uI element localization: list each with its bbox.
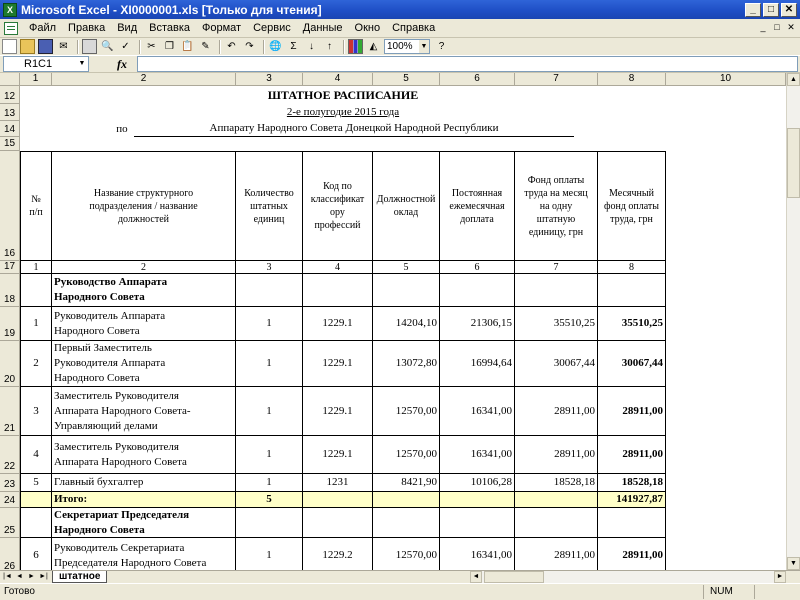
cell-reference: R1C1 [24, 58, 53, 70]
print-preview-icon[interactable]: 🔍 [101, 41, 114, 52]
table-cell: 3 [20, 387, 52, 436]
section-row-cell: Секретариат Председателя Народного Совета [52, 508, 236, 538]
table-cell: Заместитель Руководителя Аппарата Народного Совета- Управляющий делами [52, 387, 236, 436]
total-row-cell [440, 492, 515, 508]
open-folder-icon[interactable] [20, 39, 35, 54]
row-header[interactable]: 14 [0, 121, 20, 137]
table-cell: 1 [236, 387, 303, 436]
column-header[interactable]: 4 [303, 73, 373, 86]
doc-restore-button[interactable]: □ [774, 22, 780, 32]
table-cell: 1 [236, 436, 303, 474]
column-header[interactable]: 2 [52, 73, 236, 86]
row-header[interactable]: 23 [0, 474, 20, 492]
chevron-down-icon[interactable]: ▼ [419, 40, 429, 53]
table-cell: 18528,18 [598, 474, 666, 492]
header-salary: Должностной оклад [373, 151, 440, 261]
column-header[interactable]: 6 [440, 73, 515, 86]
table-cell: 1231 [303, 474, 373, 492]
table-cell: Руководитель Аппарата Народного Совета [52, 307, 236, 341]
menu-insert[interactable]: Вставка [149, 22, 191, 34]
table-cell: Заместитель Руководителя Аппарата Народного Совета [52, 436, 236, 474]
redo-icon[interactable]: ↷ [245, 41, 254, 52]
sheet-period: 2-е полугодие 2015 года [286, 106, 400, 118]
toolbar-separator [219, 40, 221, 54]
column-header[interactable]: 3 [236, 73, 303, 86]
status-panel [754, 585, 800, 599]
table-cell: 28911,00 [515, 538, 598, 570]
total-row-cell [303, 492, 373, 508]
column-header[interactable]: 5 [373, 73, 440, 86]
table-cell: 1229.1 [303, 387, 373, 436]
table-cell: Руководитель Секретариата Председателя Народного Совета [52, 538, 236, 570]
column-number-cell: 2 [52, 261, 236, 274]
table-cell: 10106,28 [440, 474, 515, 492]
section-row-cell [236, 274, 303, 307]
formula-input[interactable] [137, 56, 798, 72]
section-row-cell: Руководство Аппарата Народного Совета [52, 274, 236, 307]
sheet-tab[interactable]: штатное [52, 571, 107, 583]
select-all-corner[interactable] [0, 73, 20, 86]
total-row-cell: 5 [236, 492, 303, 508]
window-title: Microsoft Excel - XI0000001.xls [Только для чтения] [21, 2, 322, 17]
table-cell: 16341,00 [440, 538, 515, 570]
doc-minimize-button[interactable]: _ [760, 22, 766, 32]
table-cell: 2 [20, 341, 52, 387]
menu-edit[interactable]: Правка [68, 22, 106, 34]
total-row-cell [20, 492, 52, 508]
section-row-cell [515, 508, 598, 538]
column-number-cell: 4 [303, 261, 373, 274]
table-cell: 1 [20, 307, 52, 341]
table-cell: 1229.1 [303, 307, 373, 341]
section-row-cell [515, 274, 598, 307]
formula-bar [0, 55, 800, 73]
section-row-cell [20, 274, 52, 307]
function-icon[interactable]: fx [117, 56, 127, 71]
horizontal-scrollbar[interactable] [470, 571, 786, 583]
menu-help[interactable]: Справка [392, 22, 436, 34]
scroll-left-icon[interactable]: ◄ [470, 571, 482, 583]
department-prefix: по [116, 122, 128, 135]
cut-icon[interactable]: ✂ [147, 41, 156, 52]
menu-bar [0, 19, 800, 38]
column-number-cell: 1 [20, 261, 52, 274]
section-row-cell [598, 274, 666, 307]
row-header[interactable]: 18 [0, 274, 20, 307]
undo-icon[interactable]: ↶ [227, 41, 236, 52]
table-cell: 30067,44 [598, 341, 666, 387]
hyperlink-icon[interactable]: 🌐 [269, 41, 282, 52]
paste-icon[interactable]: 📋 [181, 41, 194, 52]
section-row-cell [236, 508, 303, 538]
header-name: Название структурного подразделения / название должностей [52, 151, 236, 261]
section-row-cell [440, 274, 515, 307]
row-header[interactable]: 17 [0, 261, 20, 274]
header-monthly-fund: Месячный фонд оплаты труда, грн [598, 151, 666, 261]
menu-format[interactable]: Формат [202, 22, 242, 34]
row-header[interactable]: 22 [0, 436, 20, 474]
table-cell: 14204,10 [373, 307, 440, 341]
row-header[interactable]: 21 [0, 387, 20, 436]
toolbar-separator [343, 40, 345, 54]
new-document-icon[interactable] [2, 39, 17, 54]
menu-tools[interactable]: Сервис [253, 22, 291, 34]
row-header[interactable]: 19 [0, 307, 20, 341]
table-cell: 16994,64 [440, 341, 515, 387]
toolbar-separator [77, 40, 79, 54]
chart-wizard-icon[interactable] [348, 39, 363, 54]
previous-sheet-icon[interactable]: ◄ [16, 573, 23, 580]
table-cell: 28911,00 [598, 387, 666, 436]
header-unit-fund: Фонд оплаты труда на месяц на одну штатную единицу, грн [515, 151, 598, 261]
save-icon[interactable] [38, 39, 53, 54]
table-cell: 1 [236, 307, 303, 341]
standard-toolbar [0, 38, 800, 55]
table-cell: 6 [20, 538, 52, 570]
minimize-button[interactable]: _ [745, 3, 761, 17]
zoom-dropdown[interactable] [384, 39, 430, 54]
num-lock-indicator: NUM [703, 585, 743, 599]
header-number: № п/п [20, 151, 52, 261]
print-icon[interactable] [82, 39, 97, 54]
table-cell: 8421,90 [373, 474, 440, 492]
column-number-cell: 6 [440, 261, 515, 274]
column-number-cell: 8 [598, 261, 666, 274]
sort-ascending-icon[interactable]: ↓ [309, 41, 314, 52]
column-header[interactable]: 8 [598, 73, 666, 86]
department-name: Аппарату Народного Совета Донецкой Народной Республики [134, 121, 574, 137]
drawing-icon[interactable]: ◭ [369, 41, 378, 52]
toolbar-separator [263, 40, 265, 54]
maximize-button[interactable]: □ [763, 3, 779, 17]
scroll-up-icon[interactable]: ▲ [787, 73, 800, 86]
scroll-right-icon[interactable]: ► [774, 571, 786, 583]
section-row-cell [373, 274, 440, 307]
row-header[interactable]: 13 [0, 104, 20, 121]
menu-view[interactable]: Вид [117, 22, 138, 34]
section-row-cell [373, 508, 440, 538]
row-header[interactable]: 26 [0, 538, 20, 570]
name-box[interactable] [3, 56, 89, 72]
header-profession-code: Код по классификат ору профессий [303, 151, 373, 261]
vertical-scrollbar[interactable] [786, 73, 800, 570]
table-cell: 16341,00 [440, 387, 515, 436]
first-sheet-icon[interactable]: |◄ [3, 573, 12, 580]
table-cell: 1229.1 [303, 341, 373, 387]
table-cell: 13072,80 [373, 341, 440, 387]
table-cell: 12570,00 [373, 387, 440, 436]
permission-icon[interactable]: ✉ [59, 41, 68, 52]
status-bar [0, 583, 800, 600]
table-cell: 28911,00 [515, 436, 598, 474]
status-text: Готово [4, 586, 35, 597]
menu-window[interactable]: Окно [354, 22, 381, 34]
total-row-cell: 141927,87 [598, 492, 666, 508]
total-row-cell: Итого: [52, 492, 236, 508]
row-header[interactable]: 15 [0, 137, 20, 151]
column-number-cell: 7 [515, 261, 598, 274]
table-cell: 28911,00 [598, 538, 666, 570]
total-row-cell [515, 492, 598, 508]
sort-descending-icon[interactable]: ↑ [327, 41, 332, 52]
horizontal-scroll-thumb[interactable] [484, 571, 544, 583]
title-bar [0, 0, 800, 19]
total-row-cell [373, 492, 440, 508]
header-monthly-bonus: Постоянная ежемесячная доплата [440, 151, 515, 261]
table-cell: Первый Заместитель Руководителя Аппарата Народного Совета [52, 341, 236, 387]
table-cell: Главный бухгалтер [52, 474, 236, 492]
autosum-icon[interactable]: Σ [290, 41, 297, 52]
table-cell: 21306,15 [440, 307, 515, 341]
table-cell: 1 [236, 474, 303, 492]
table-cell: 1229.1 [303, 436, 373, 474]
table-cell: 5 [20, 474, 52, 492]
column-header[interactable]: 10 [666, 73, 786, 86]
section-row-cell [303, 508, 373, 538]
section-row-cell [20, 508, 52, 538]
table-cell: 12570,00 [373, 436, 440, 474]
table-cell: 35510,25 [598, 307, 666, 341]
sheet-tab-bar [0, 570, 800, 583]
table-cell: 30067,44 [515, 341, 598, 387]
row-header[interactable]: 20 [0, 341, 20, 387]
format-painter-icon[interactable]: ✎ [201, 41, 210, 52]
scroll-down-icon[interactable]: ▼ [787, 557, 800, 570]
table-cell: 1229.2 [303, 538, 373, 570]
close-button[interactable]: ✕ [781, 3, 797, 17]
workbook-icon[interactable] [4, 22, 18, 35]
row-header[interactable]: 16 [0, 151, 20, 261]
chevron-down-icon[interactable]: ▼ [78, 60, 86, 67]
last-sheet-icon[interactable]: ►| [39, 573, 48, 580]
table-cell: 28911,00 [598, 436, 666, 474]
next-sheet-icon[interactable]: ► [28, 573, 35, 580]
toolbar-separator [139, 40, 141, 54]
column-header[interactable]: 1 [20, 73, 52, 86]
spreadsheet-grid[interactable] [0, 73, 786, 570]
help-icon[interactable]: ? [438, 41, 445, 52]
row-header[interactable]: 25 [0, 508, 20, 538]
table-cell: 28911,00 [515, 387, 598, 436]
table-cell: 18528,18 [515, 474, 598, 492]
zoom-value: 100% [387, 41, 413, 52]
spelling-icon[interactable]: ✓ [121, 41, 130, 52]
table-cell: 35510,25 [515, 307, 598, 341]
section-row-cell [303, 274, 373, 307]
table-cell: 1 [236, 538, 303, 570]
column-number-cell: 5 [373, 261, 440, 274]
menu-data[interactable]: Данные [302, 22, 343, 34]
vertical-scroll-thumb[interactable] [787, 128, 800, 198]
excel-icon[interactable]: X [3, 3, 17, 17]
table-cell: 12570,00 [373, 538, 440, 570]
row-header[interactable]: 12 [0, 86, 20, 104]
section-row-cell [440, 508, 515, 538]
header-staff-units: Количество штатных единиц [236, 151, 303, 261]
menu-file[interactable]: Файл [29, 22, 57, 34]
column-header[interactable]: 7 [515, 73, 598, 86]
copy-icon[interactable]: ❐ [165, 41, 174, 52]
table-cell: 1 [236, 341, 303, 387]
sheet-title: ШТАТНОЕ РАСПИСАНИЕ [267, 87, 419, 102]
table-cell: 4 [20, 436, 52, 474]
section-row-cell [598, 508, 666, 538]
column-number-cell: 3 [236, 261, 303, 274]
doc-close-button[interactable]: ✕ [787, 22, 795, 32]
table-cell: 16341,00 [440, 436, 515, 474]
row-header[interactable]: 24 [0, 492, 20, 508]
